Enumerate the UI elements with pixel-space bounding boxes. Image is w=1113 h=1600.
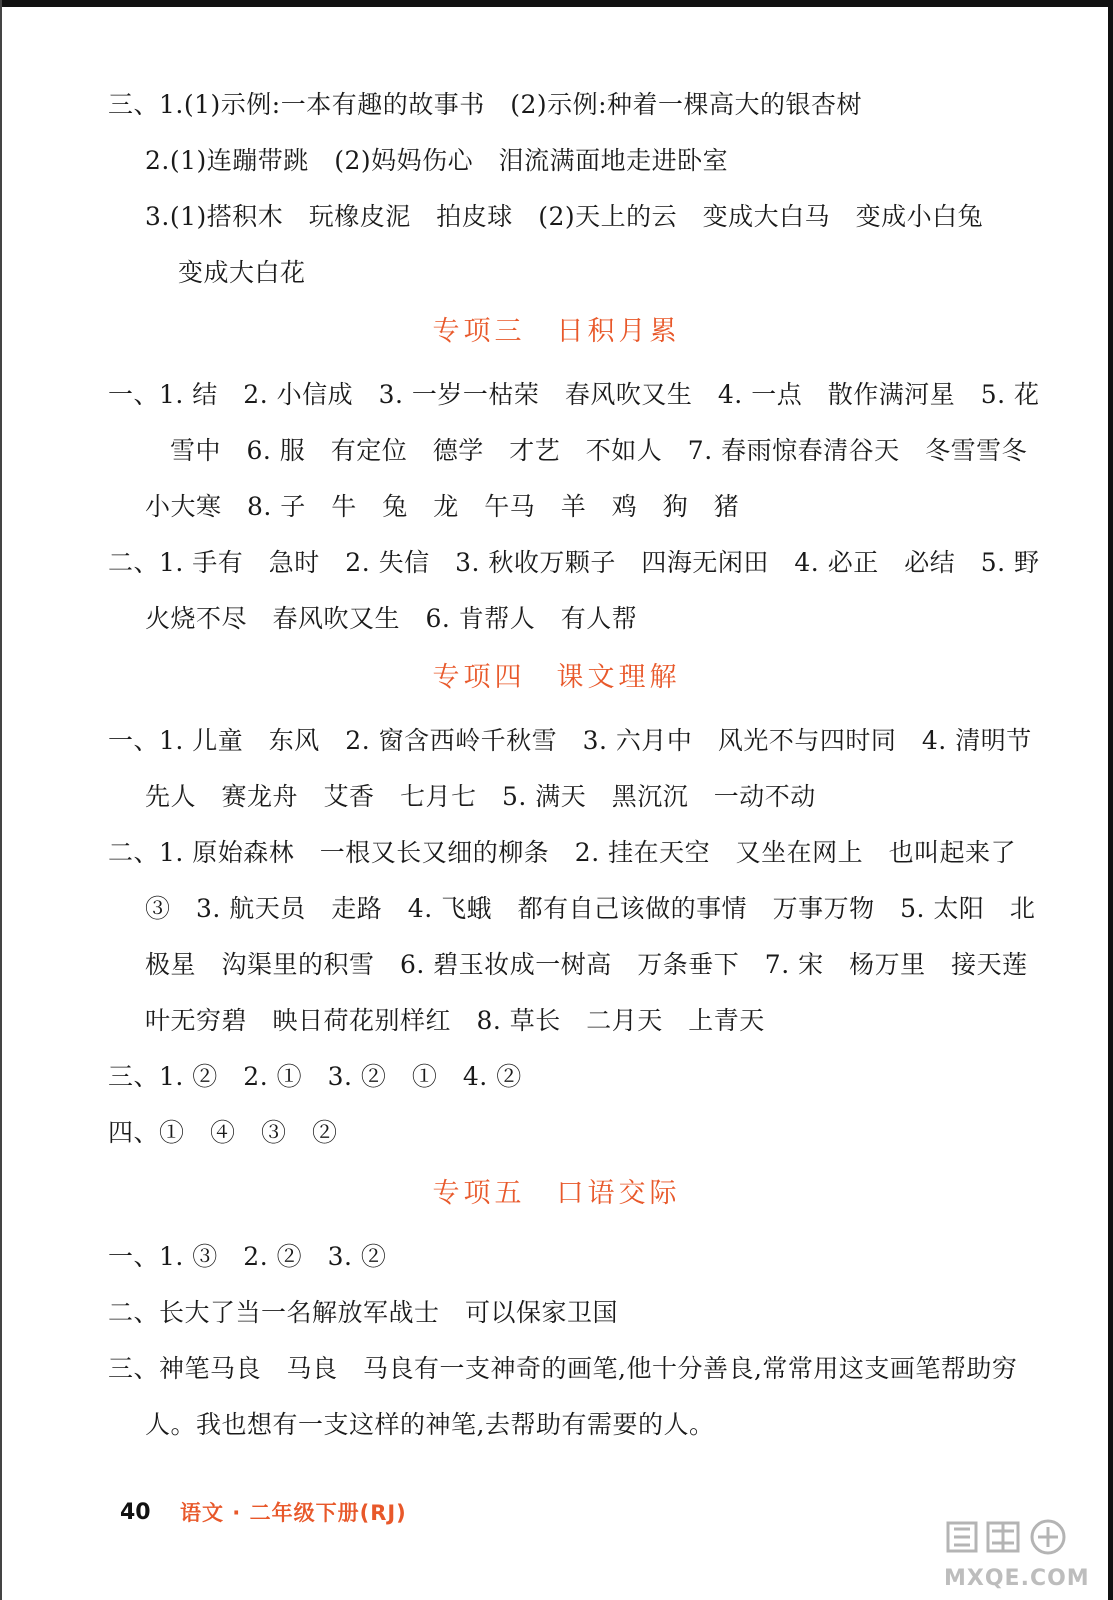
answer-line: 一、1. 儿童 东风 2. 窗含西岭千秋雪 3. 六月中 风光不与四时同 4. 清明节 xyxy=(108,726,1032,755)
answer-line: 小大寒 8. 子 牛 兔 龙 午马 羊 鸡 狗 猪 xyxy=(145,492,740,521)
page-number: 40 xyxy=(120,1500,151,1525)
answer-line: 三、1.(1)示例:一本有趣的故事书 (2)示例:种着一棵高大的银杏树 xyxy=(108,90,863,119)
svg-text:MXQE.COM: MXQE.COM xyxy=(944,1566,1090,1591)
answer-line: 二、1. 原始森林 一根又长又细的柳条 2. 挂在天空 又坐在网上 也叫起来了 xyxy=(108,838,1017,867)
answer-line: 3.(1)搭积木 玩橡皮泥 拍皮球 (2)天上的云 变成大白马 变成小白兔 xyxy=(145,202,984,231)
answer-line: 先人 赛龙舟 艾香 七月七 5. 满天 黑沉沉 一动不动 xyxy=(145,782,816,811)
answer-line: 四、① ④ ③ ② xyxy=(108,1118,338,1147)
answer-line: 三、神笔马良 马良 马良有一支神奇的画笔,他十分善良,常常用这支画笔帮助穷 xyxy=(108,1354,1018,1383)
answer-line: 变成大白花 xyxy=(178,258,306,287)
book-title: 语文 · 二年级下册(RJ) xyxy=(180,1501,407,1525)
answer-line: ③ 3. 航天员 走路 4. 飞蛾 都有自己该做的事情 万事万物 5. 太阳 北 xyxy=(145,894,1036,923)
answer-line: 2.(1)连蹦带跳 (2)妈妈伤心 泪流满面地走进卧室 xyxy=(145,146,729,175)
answer-line: 雪中 6. 服 有定位 德学 才艺 不如人 7. 春雨惊春清谷天 冬雪雪冬 xyxy=(170,436,1028,465)
answer-line: 三、1. ② 2. ① 3. ② ① 4. ② xyxy=(108,1062,522,1091)
answer-line: 人。我也想有一支这样的神笔,去帮助有需要的人。 xyxy=(145,1410,715,1439)
answer-line: 火烧不尽 春风吹又生 6. 肯帮人 有人帮 xyxy=(145,604,638,633)
section-heading: 专项三 日积月累 xyxy=(432,316,681,347)
watermark-logo xyxy=(940,1515,1105,1595)
answer-line: 一、1. 结 2. 小信成 3. 一岁一枯荣 春风吹又生 4. 一点 散作满河星 5. 花 xyxy=(108,380,1040,409)
answer-line: 二、1. 手有 急时 2. 失信 3. 秋收万颗子 四海无闲田 4. 必正 必结 5. 野 xyxy=(108,548,1040,577)
answer-line: 二、长大了当一名解放军战士 可以保家卫国 xyxy=(108,1298,619,1327)
answer-line: 叶无穷碧 映日荷花别样红 8. 草长 二月天 上青天 xyxy=(145,1006,765,1035)
answer-line: 一、1. ③ 2. ② 3. ② xyxy=(108,1242,387,1271)
section-heading: 专项四 课文理解 xyxy=(432,662,681,693)
answer-line: 极星 沟渠里的积雪 6. 碧玉妆成一树高 万条垂下 7. 宋 杨万里 接天莲 xyxy=(145,950,1028,979)
section-heading: 专项五 口语交际 xyxy=(432,1178,681,1209)
